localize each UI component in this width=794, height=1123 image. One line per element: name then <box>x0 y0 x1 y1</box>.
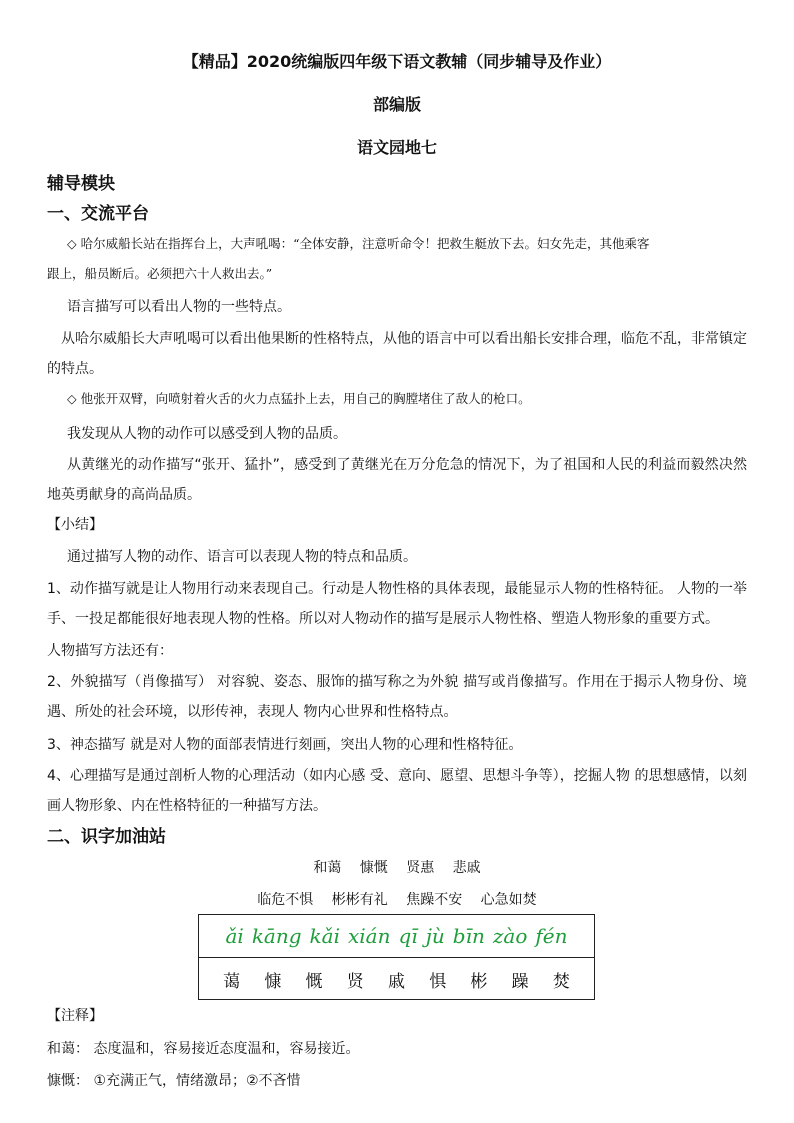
pinyin-cell: bīn <box>452 924 485 948</box>
quote-captain-line2: 跟上，船员断后。必须把六十人救出去。” <box>47 266 273 281</box>
pinyin-table <box>198 914 595 1000</box>
pinyin-cell: xián <box>348 924 391 948</box>
character-cell: 蔼 <box>223 971 241 992</box>
pinyin-cell: jù <box>425 924 445 948</box>
character-cell: 慷 <box>264 971 282 992</box>
character-cell: 焚 <box>552 971 570 992</box>
word-item: 焦躁不安 <box>406 892 463 908</box>
point-action: 1、动作描写就是让人物用行动来表现自己。行动是人物性格的具体表现，最能显示人物的性格特征。 人物的一举手、一投足都能很好地表现人物的性格。所以对人物动作的描写是展示人物性格、塑造人物形象的重要方式。 <box>47 581 747 627</box>
quote-captain <box>47 229 747 289</box>
quote-huang <box>47 384 747 414</box>
word-item: 心急如焚 <box>480 892 537 908</box>
analysis-captain: 从哈尔威船长大声吼喝可以看出他果断的性格特点，从他的语言中可以看出船长安排合理，临危不乱，非常镇定的特点。 <box>47 331 747 377</box>
pinyin-cell: zào <box>492 924 528 948</box>
pinyin-cell: kāng <box>251 924 302 948</box>
lesson-title: 语文园地七 <box>356 138 437 157</box>
character-cell: 戚 <box>387 971 405 992</box>
notes-label: 【注释】 <box>47 1008 103 1024</box>
section-heading-exchange: 一、交流平台 <box>47 204 149 224</box>
word-item: 临危不惧 <box>257 892 314 908</box>
document-subtitle: 部编版 <box>372 95 421 114</box>
section-heading-literacy: 二、识字加油站 <box>47 827 166 847</box>
character-row <box>199 958 594 1000</box>
note-action: 我发现从人物的动作可以感受到人物的品质。 <box>67 426 347 442</box>
point-expression: 3、神态描写 就是对人物的面部表情进行刻画，突出人物的心理和性格特征。 <box>47 737 523 753</box>
methods-intro: 人物描写方法还有： <box>47 643 173 659</box>
note-heai: 和蔼： 态度温和，容易接近态度温和，容易接近。 <box>47 1041 360 1057</box>
summary-label: 【小结】 <box>47 517 103 533</box>
pinyin-cell: ǎi <box>225 924 244 948</box>
note-language: 语言描写可以看出人物的一些特点。 <box>67 299 291 315</box>
pinyin-cell: kǎi <box>309 924 340 948</box>
character-cell: 躁 <box>511 971 529 992</box>
word-item: 悲戚 <box>452 860 481 876</box>
document-title: 【精品】2020统编版四年级下语文教辅（同步辅导及作业） <box>182 52 612 71</box>
character-cell: 贤 <box>346 971 364 992</box>
point-appearance: 2、外貌描写（肖像描写） 对容貌、姿态、服饰的描写称之为外貌 描写或肖像描写。作用在于揭示人物身份、境遇、所处的社会环境，以形传神，表现人 物内心世界和性格特点。 <box>47 674 747 720</box>
character-cell: 慨 <box>305 971 323 992</box>
point-psychology: 4、心理描写是通过剖析人物的心理活动（如内心感 受、意向、愿望、思想斗争等），挖掘人物 的思想感情，以刻画人物形象、内在性格特征的一种描写方法。 <box>47 768 747 814</box>
word-list-row2 <box>0 890 794 910</box>
word-item: 贤惠 <box>406 860 435 876</box>
character-cell: 彬 <box>470 971 488 992</box>
pinyin-cell: qī <box>398 924 418 948</box>
module-heading: 辅导模块 <box>47 174 115 194</box>
analysis-huang: 从黄继光的动作描写“张开、猛扑”，感受到了黄继光在万分危急的情况下，为了祖国和人民的利益而毅然决然地英勇献身的高尚品质。 <box>47 457 747 503</box>
pinyin-cell: fén <box>535 924 568 948</box>
pinyin-row <box>199 915 594 958</box>
quote-captain-line1: ◇ 哈尔威船长站在指挥台上，大声吼喝：“全体安静，注意听命令！把救生艇放下去。妇女先走，其他乘客 <box>67 236 650 251</box>
quote-huang-line: ◇ 他张开双臂，向喷射着火舌的火力点猛扑上去，用自己的胸膛堵住了敌人的枪口。 <box>67 391 531 406</box>
summary-text: 通过描写人物的动作、语言可以表现人物的特点和品质。 <box>67 549 417 565</box>
character-cell: 惧 <box>429 971 447 992</box>
word-item: 和蔼 <box>313 860 342 876</box>
word-list-row1 <box>0 858 794 878</box>
word-item: 慷慨 <box>359 860 388 876</box>
word-item: 彬彬有礼 <box>331 892 388 908</box>
note-kangkai: 慷慨： ①充满正气，情绪激昂；②不吝惜 <box>47 1073 301 1089</box>
